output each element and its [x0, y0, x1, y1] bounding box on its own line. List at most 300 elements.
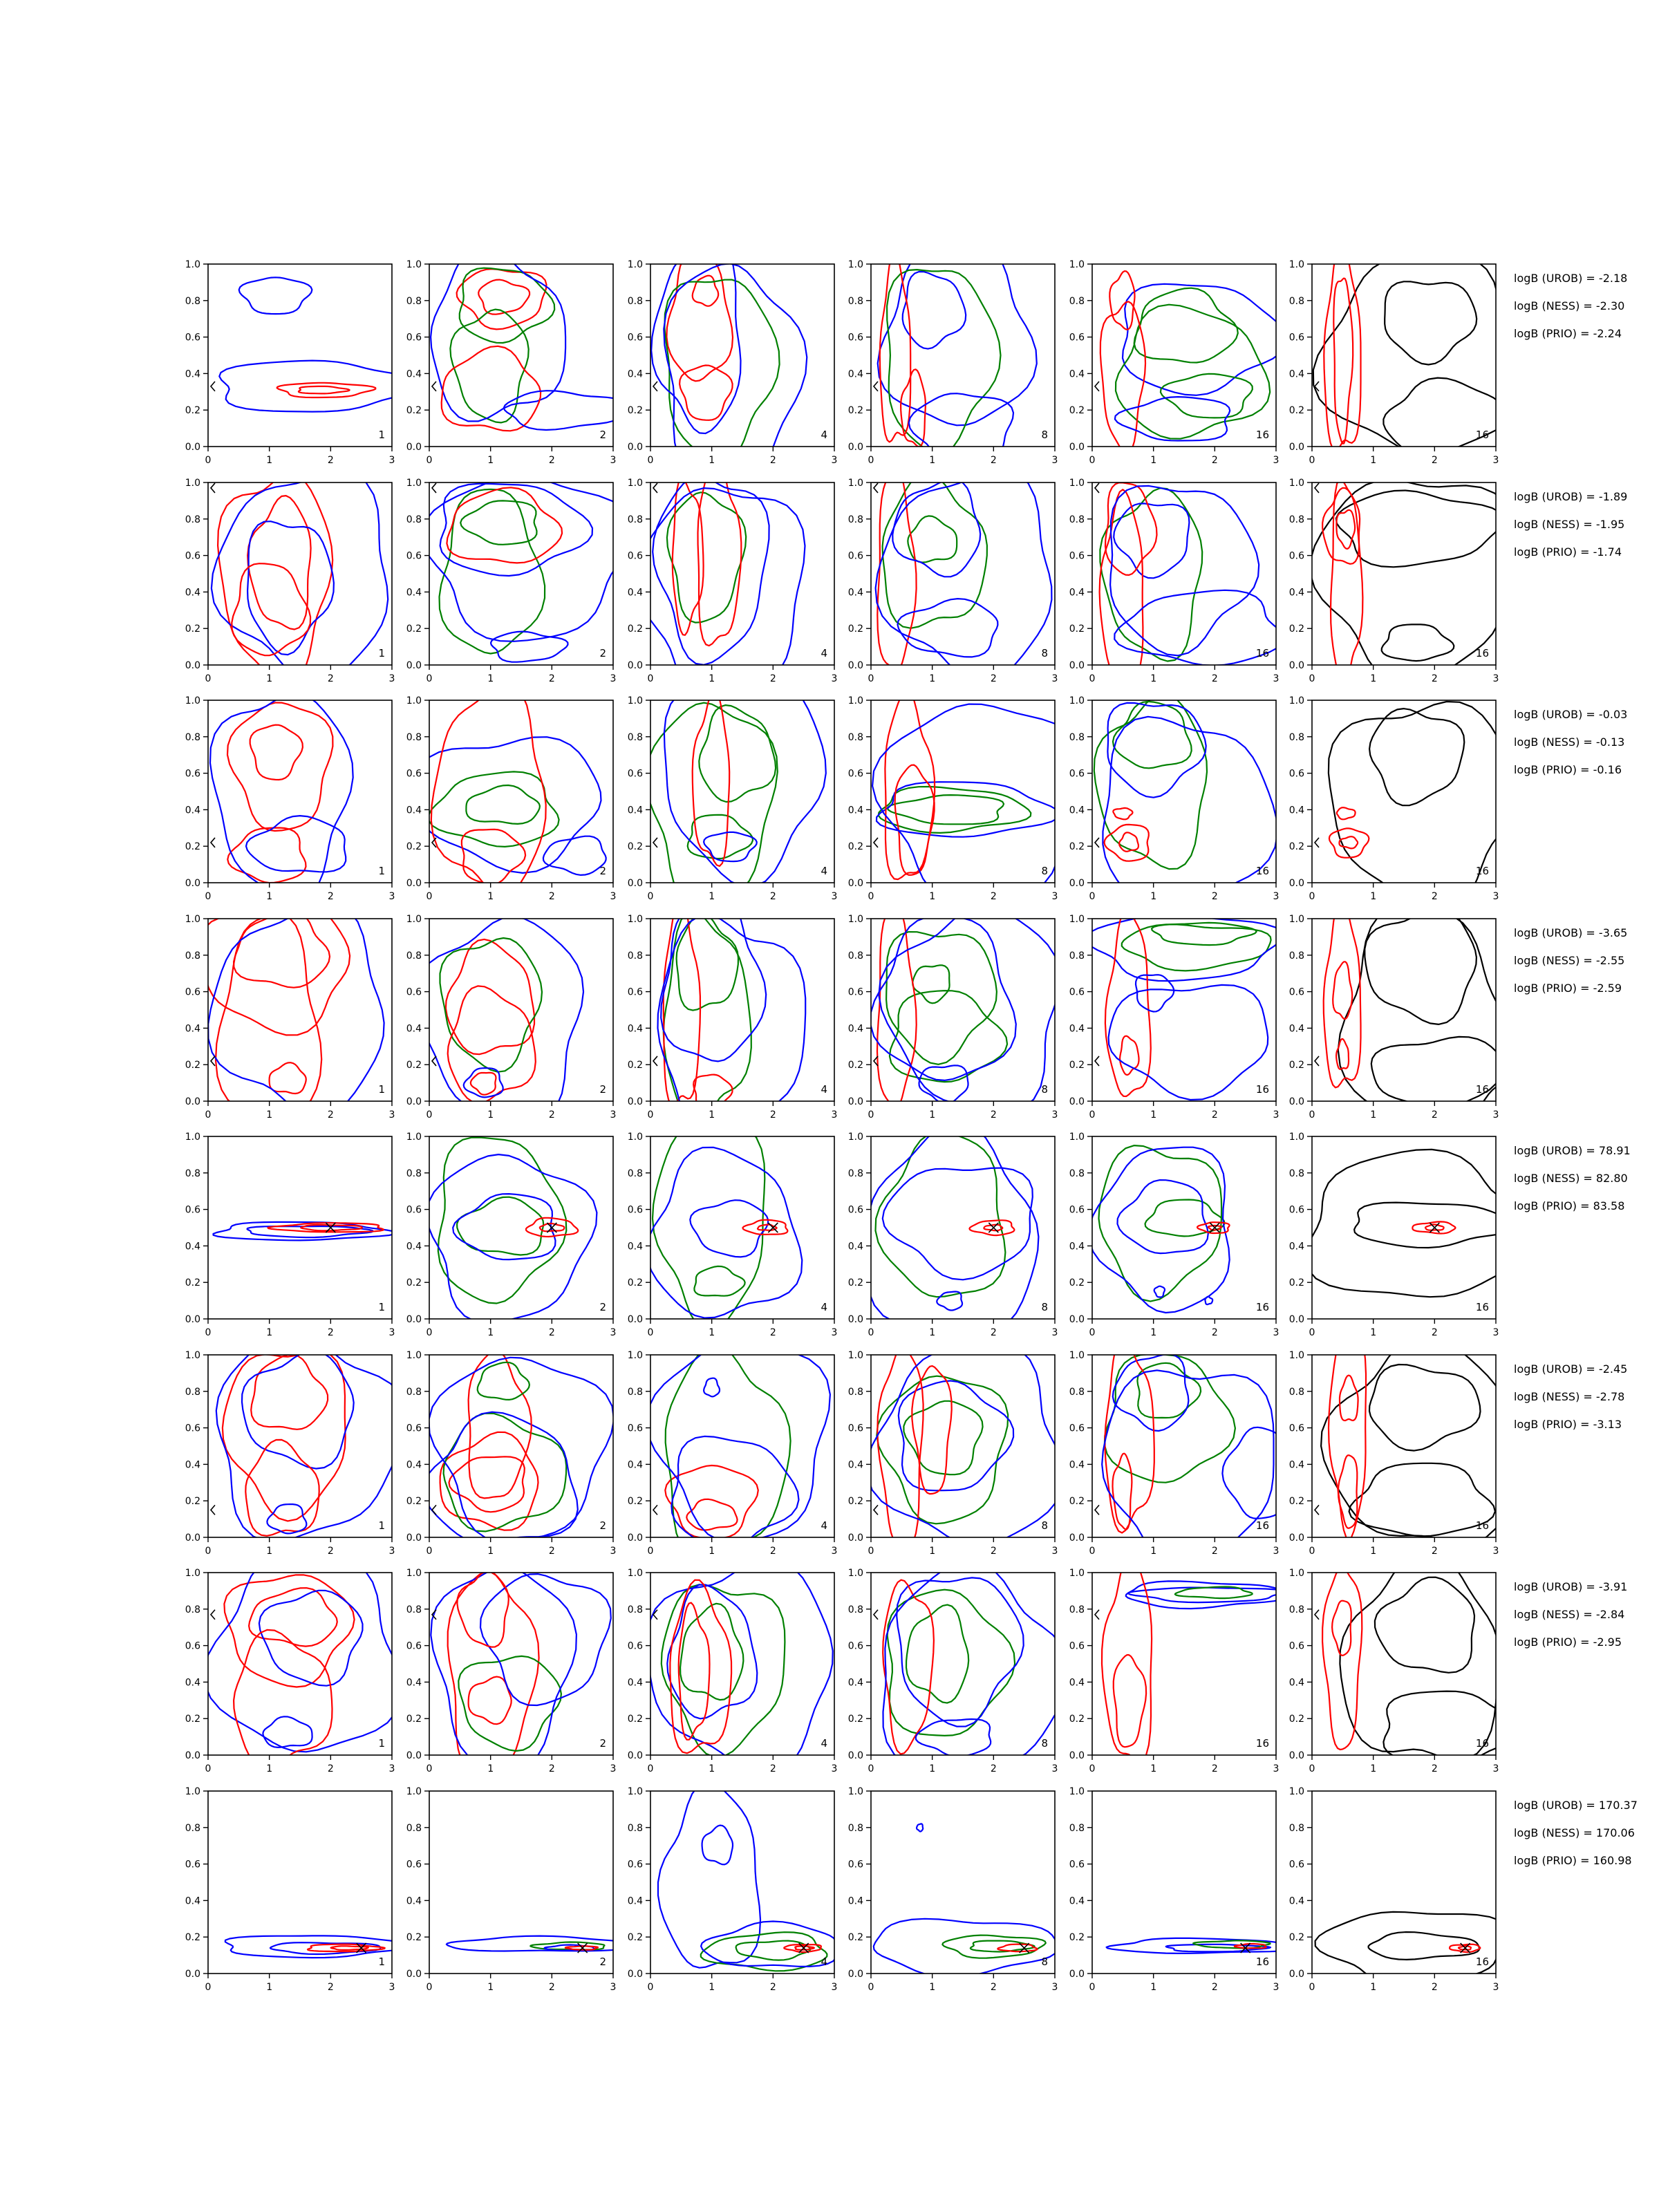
- y-tick-label: 1.0: [627, 914, 643, 925]
- y-tick-label: 0.8: [1288, 1822, 1304, 1834]
- y-tick-label: 0.2: [406, 405, 422, 417]
- x-tick-label: 3: [831, 1982, 838, 1993]
- y-tick-label: 0.0: [406, 660, 422, 671]
- logb-annotation: logB (NESS) = -2.84: [1514, 1608, 1625, 1621]
- y-tick-label: 0.2: [406, 1932, 422, 1944]
- logb-annotation: logB (UROB) = -1.89: [1514, 490, 1628, 503]
- y-tick-label: 0.8: [1288, 295, 1304, 307]
- y-tick-label: 1.0: [406, 478, 422, 489]
- y-tick-label: 1.0: [185, 914, 200, 925]
- logb-annotation: logB (NESS) = -2.55: [1514, 954, 1625, 967]
- x-tick-label: 3: [1492, 1546, 1499, 1557]
- y-tick-label: 0.6: [627, 768, 643, 780]
- y-tick-label: 0.2: [185, 1496, 200, 1508]
- panel-label: 1: [378, 429, 385, 441]
- x-tick-label: 1: [929, 1109, 936, 1121]
- y-tick-label: 0.2: [406, 1714, 422, 1725]
- x-tick-label: 3: [610, 1109, 617, 1121]
- y-tick-label: 0.6: [847, 768, 863, 780]
- x-tick-label: 2: [1431, 1546, 1438, 1557]
- y-tick-label: 0.6: [1069, 1204, 1085, 1216]
- x-tick-label: 0: [426, 455, 433, 466]
- x-tick-label: 1: [709, 1546, 715, 1557]
- y-tick-label: 0.8: [1288, 1386, 1304, 1398]
- y-tick-label: 0.2: [847, 1714, 863, 1725]
- y-tick-label: 0.4: [185, 1677, 200, 1689]
- y-tick-label: 0.4: [406, 1677, 422, 1689]
- y-tick-label: 0.8: [847, 1386, 863, 1398]
- logb-annotation: logB (PRIO) = -2.24: [1514, 327, 1622, 340]
- y-tick-label: 0.4: [1069, 805, 1085, 816]
- y-tick-label: 0.0: [627, 1314, 643, 1325]
- y-tick-label: 0.0: [185, 1314, 200, 1325]
- x-tick-label: 1: [929, 891, 936, 902]
- y-tick-label: 0.0: [847, 1533, 863, 1544]
- y-tick-label: 0.8: [1288, 1168, 1304, 1179]
- x-tick-label: 0: [1089, 1109, 1096, 1121]
- y-tick-label: 1.0: [1288, 1132, 1304, 1143]
- y-tick-label: 0.4: [627, 1241, 643, 1253]
- x-tick-label: 2: [1211, 455, 1218, 466]
- x-tick-label: 0: [426, 891, 433, 902]
- y-tick-label: 0.8: [185, 1386, 200, 1398]
- x-tick-label: 0: [647, 455, 654, 466]
- y-tick-label: 1.0: [406, 914, 422, 925]
- x-tick-label: 3: [388, 673, 395, 684]
- y-tick-label: 0.4: [1288, 368, 1304, 380]
- y-tick-label: 0.2: [1288, 405, 1304, 417]
- y-tick-label: 0.0: [1069, 1314, 1085, 1325]
- y-tick-label: 0.6: [1069, 768, 1085, 780]
- y-tick-label: 0.8: [1069, 295, 1085, 307]
- x-tick-label: 0: [868, 1109, 874, 1121]
- y-tick-label: 1.0: [406, 1786, 422, 1797]
- y-tick-label: 0.8: [185, 731, 200, 743]
- y-tick-label: 1.0: [1288, 1350, 1304, 1361]
- x-tick-label: 1: [709, 1763, 715, 1774]
- panel-label: 8: [1041, 1956, 1048, 1968]
- y-tick-label: 0.2: [1288, 1932, 1304, 1944]
- x-tick-label: 3: [1273, 1327, 1280, 1338]
- y-tick-label: 0.6: [406, 768, 422, 780]
- y-tick-label: 0.6: [185, 1204, 200, 1216]
- x-tick-label: 2: [548, 1763, 555, 1774]
- y-tick-label: 0.4: [1288, 587, 1304, 599]
- x-tick-label: 3: [388, 455, 395, 466]
- panel-label: 16: [1475, 1301, 1489, 1313]
- panel-label: 1: [378, 1301, 385, 1313]
- panel-label: 2: [599, 647, 606, 659]
- y-tick-label: 0.6: [1288, 550, 1304, 562]
- y-tick-label: 0.8: [406, 1168, 422, 1179]
- y-tick-label: 0.8: [627, 1386, 643, 1398]
- y-tick-label: 0.0: [847, 878, 863, 889]
- x-tick-label: 0: [426, 1546, 433, 1557]
- x-tick-label: 0: [1089, 455, 1096, 466]
- x-tick-label: 2: [327, 1109, 334, 1121]
- x-tick-label: 2: [548, 455, 555, 466]
- x-tick-label: 3: [1051, 1763, 1058, 1774]
- y-tick-label: 1.0: [627, 478, 643, 489]
- y-tick-label: 0.8: [1288, 950, 1304, 962]
- logb-annotation: logB (NESS) = 82.80: [1514, 1172, 1628, 1185]
- y-tick-label: 0.6: [406, 1204, 422, 1216]
- x-tick-label: 0: [868, 1546, 874, 1557]
- x-tick-label: 2: [990, 455, 997, 466]
- y-tick-label: 0.4: [1069, 1459, 1085, 1471]
- y-tick-label: 0.8: [1069, 1822, 1085, 1834]
- x-tick-label: 3: [388, 1109, 395, 1121]
- x-tick-label: 1: [1370, 455, 1377, 466]
- x-tick-label: 0: [1089, 1327, 1096, 1338]
- x-tick-label: 0: [205, 1763, 212, 1774]
- x-tick-label: 0: [426, 1109, 433, 1121]
- y-tick-label: 0.0: [1288, 1750, 1304, 1761]
- x-tick-label: 0: [426, 1982, 433, 1993]
- x-tick-label: 3: [610, 1763, 617, 1774]
- x-tick-label: 2: [1431, 1327, 1438, 1338]
- y-tick-label: 0.2: [185, 1277, 200, 1289]
- y-tick-label: 0.4: [847, 368, 863, 380]
- x-tick-label: 0: [205, 891, 212, 902]
- panel-label: 1: [378, 1737, 385, 1750]
- x-tick-label: 3: [1492, 1109, 1499, 1121]
- x-tick-label: 1: [1370, 1763, 1377, 1774]
- logb-annotation: logB (UROB) = -0.03: [1514, 708, 1628, 721]
- y-tick-label: 0.4: [1069, 1895, 1085, 1907]
- x-tick-label: 1: [1370, 673, 1377, 684]
- panel-label: 4: [821, 1301, 827, 1313]
- y-tick-label: 0.8: [406, 514, 422, 525]
- panel-label: 2: [599, 1083, 606, 1096]
- y-tick-label: 0.2: [1069, 1932, 1085, 1944]
- y-tick-label: 0.0: [1069, 442, 1085, 453]
- y-tick-label: 0.4: [185, 587, 200, 599]
- y-tick-label: 0.8: [847, 731, 863, 743]
- y-tick-label: 0.0: [185, 1533, 200, 1544]
- y-tick-label: 0.0: [406, 1314, 422, 1325]
- x-tick-label: 2: [769, 1982, 776, 1993]
- y-tick-label: 0.6: [185, 1423, 200, 1434]
- y-tick-label: 0.0: [1069, 1533, 1085, 1544]
- x-tick-label: 1: [1150, 673, 1157, 684]
- y-tick-label: 0.4: [1069, 1023, 1085, 1035]
- y-tick-label: 0.6: [1069, 986, 1085, 998]
- x-tick-label: 2: [769, 1327, 776, 1338]
- x-tick-label: 3: [1273, 1109, 1280, 1121]
- x-tick-label: 0: [205, 1546, 212, 1557]
- panel-label: 8: [1041, 865, 1048, 877]
- x-tick-label: 1: [266, 1109, 273, 1121]
- y-tick-label: 0.6: [847, 1204, 863, 1216]
- y-tick-label: 0.0: [185, 1750, 200, 1761]
- y-tick-label: 0.0: [406, 442, 422, 453]
- panel-label: 4: [821, 647, 827, 659]
- y-tick-label: 0.8: [1069, 514, 1085, 525]
- x-tick-label: 1: [1150, 1109, 1157, 1121]
- y-tick-label: 1.0: [847, 259, 863, 270]
- x-tick-label: 3: [1051, 1546, 1058, 1557]
- panel-label: 4: [821, 1519, 827, 1532]
- x-tick-label: 0: [426, 1327, 433, 1338]
- panel-label: 16: [1475, 1737, 1489, 1750]
- y-tick-label: 0.2: [406, 1496, 422, 1508]
- y-tick-label: 1.0: [1288, 914, 1304, 925]
- x-tick-label: 1: [1370, 891, 1377, 902]
- x-tick-label: 2: [769, 1763, 776, 1774]
- x-tick-label: 0: [205, 673, 212, 684]
- logb-annotation: logB (NESS) = -1.95: [1514, 518, 1625, 531]
- x-tick-label: 2: [1211, 1546, 1218, 1557]
- y-tick-label: 0.0: [1069, 1096, 1085, 1107]
- panel-label: 8: [1041, 647, 1048, 659]
- y-tick-label: 0.0: [847, 442, 863, 453]
- x-tick-label: 1: [709, 673, 715, 684]
- panel-label: 1: [378, 1083, 385, 1096]
- panel-label: 2: [599, 1737, 606, 1750]
- x-tick-label: 2: [1211, 1982, 1218, 1993]
- y-tick-label: 0.4: [847, 1677, 863, 1689]
- x-tick-label: 1: [709, 1109, 715, 1121]
- y-tick-label: 0.4: [185, 1023, 200, 1035]
- y-tick-label: 0.6: [1069, 1640, 1085, 1652]
- x-tick-label: 0: [426, 673, 433, 684]
- y-tick-label: 0.2: [847, 1496, 863, 1508]
- y-tick-label: 0.0: [627, 660, 643, 671]
- y-tick-label: 0.0: [1288, 660, 1304, 671]
- y-tick-label: 0.8: [406, 731, 422, 743]
- y-tick-label: 0.6: [406, 332, 422, 344]
- y-tick-label: 0.6: [406, 986, 422, 998]
- x-tick-label: 3: [1273, 1546, 1280, 1557]
- y-tick-label: 0.0: [1069, 1750, 1085, 1761]
- y-tick-label: 0.4: [627, 805, 643, 816]
- y-tick-label: 1.0: [627, 1350, 643, 1361]
- x-tick-label: 2: [990, 1109, 997, 1121]
- y-tick-label: 0.4: [1069, 587, 1085, 599]
- x-tick-label: 3: [388, 1327, 395, 1338]
- x-tick-label: 2: [327, 455, 334, 466]
- y-tick-label: 0.0: [185, 878, 200, 889]
- y-tick-label: 0.8: [406, 950, 422, 962]
- y-tick-label: 1.0: [847, 478, 863, 489]
- panel-label: 1: [378, 647, 385, 659]
- y-tick-label: 0.4: [1288, 1241, 1304, 1253]
- y-tick-label: 0.0: [627, 442, 643, 453]
- y-tick-label: 1.0: [406, 695, 422, 706]
- x-tick-label: 3: [1273, 1982, 1280, 1993]
- x-tick-label: 3: [1273, 891, 1280, 902]
- x-tick-label: 3: [831, 1109, 838, 1121]
- y-tick-label: 1.0: [1288, 1786, 1304, 1797]
- x-tick-label: 3: [1051, 1982, 1058, 1993]
- logb-annotation: logB (PRIO) = -2.59: [1514, 982, 1622, 995]
- y-tick-label: 0.0: [406, 1096, 422, 1107]
- x-tick-label: 0: [426, 1763, 433, 1774]
- y-tick-label: 0.2: [627, 841, 643, 853]
- logb-annotation: logB (PRIO) = 83.58: [1514, 1199, 1625, 1212]
- y-tick-label: 0.4: [847, 587, 863, 599]
- y-tick-label: 0.6: [1069, 332, 1085, 344]
- y-tick-label: 0.8: [185, 1822, 200, 1834]
- x-tick-label: 3: [831, 1327, 838, 1338]
- y-tick-label: 0.2: [627, 1714, 643, 1725]
- y-tick-label: 1.0: [1069, 1568, 1085, 1579]
- y-tick-label: 1.0: [185, 695, 200, 706]
- x-tick-label: 1: [487, 455, 494, 466]
- y-tick-label: 0.8: [1288, 1604, 1304, 1615]
- x-tick-label: 1: [1370, 1546, 1377, 1557]
- x-tick-label: 0: [868, 1982, 874, 1993]
- y-tick-label: 0.8: [406, 295, 422, 307]
- y-tick-label: 0.8: [185, 950, 200, 962]
- x-tick-label: 2: [327, 1546, 334, 1557]
- y-tick-label: 0.2: [1069, 1060, 1085, 1071]
- logb-annotation: logB (PRIO) = -2.95: [1514, 1635, 1622, 1649]
- x-tick-label: 1: [1370, 1982, 1377, 1993]
- y-tick-label: 0.6: [406, 1859, 422, 1871]
- y-tick-label: 0.6: [847, 1859, 863, 1871]
- y-tick-label: 0.2: [627, 624, 643, 635]
- y-tick-label: 0.8: [627, 1604, 643, 1615]
- y-tick-label: 0.2: [627, 1060, 643, 1071]
- panel-label: 16: [1475, 647, 1489, 659]
- y-tick-label: 0.2: [185, 624, 200, 635]
- y-tick-label: 1.0: [185, 1132, 200, 1143]
- y-tick-label: 0.6: [847, 1423, 863, 1434]
- x-tick-label: 3: [1051, 891, 1058, 902]
- panel-label: 16: [1255, 647, 1269, 659]
- x-tick-label: 3: [1492, 455, 1499, 466]
- y-tick-label: 0.2: [847, 1932, 863, 1944]
- x-tick-label: 0: [1309, 1546, 1315, 1557]
- y-tick-label: 0.4: [406, 1459, 422, 1471]
- x-tick-label: 2: [769, 1109, 776, 1121]
- x-tick-label: 1: [1150, 1982, 1157, 1993]
- y-tick-label: 0.8: [847, 295, 863, 307]
- panel-label: 8: [1041, 1301, 1048, 1313]
- x-tick-label: 0: [205, 455, 212, 466]
- y-tick-label: 0.0: [1288, 878, 1304, 889]
- x-tick-label: 2: [548, 1109, 555, 1121]
- y-tick-label: 0.6: [185, 986, 200, 998]
- y-tick-label: 0.2: [847, 1277, 863, 1289]
- y-tick-label: 1.0: [847, 1132, 863, 1143]
- y-tick-label: 0.6: [847, 550, 863, 562]
- x-tick-label: 0: [647, 1982, 654, 1993]
- x-tick-label: 0: [647, 1327, 654, 1338]
- x-tick-label: 3: [1492, 1327, 1499, 1338]
- y-tick-label: 0.6: [1288, 332, 1304, 344]
- x-tick-label: 0: [868, 1327, 874, 1338]
- panel-label: 1: [378, 1519, 385, 1532]
- y-tick-label: 0.4: [627, 368, 643, 380]
- x-tick-label: 1: [929, 1327, 936, 1338]
- x-tick-label: 1: [266, 455, 273, 466]
- panel-label: 1: [378, 1956, 385, 1968]
- x-tick-label: 3: [1273, 455, 1280, 466]
- y-tick-label: 1.0: [1069, 1132, 1085, 1143]
- y-tick-label: 0.8: [185, 1604, 200, 1615]
- x-tick-label: 1: [266, 1327, 273, 1338]
- panel-label: 16: [1255, 1301, 1269, 1313]
- y-tick-label: 0.8: [1069, 1168, 1085, 1179]
- y-tick-label: 0.6: [627, 986, 643, 998]
- y-tick-label: 0.4: [1288, 1895, 1304, 1907]
- y-tick-label: 1.0: [185, 259, 200, 270]
- y-tick-label: 0.8: [185, 295, 200, 307]
- y-tick-label: 0.2: [1069, 1714, 1085, 1725]
- x-tick-label: 2: [769, 455, 776, 466]
- x-tick-label: 2: [1431, 1763, 1438, 1774]
- y-tick-label: 0.0: [406, 1750, 422, 1761]
- y-tick-label: 0.6: [627, 1204, 643, 1216]
- y-tick-label: 0.8: [406, 1604, 422, 1615]
- y-tick-label: 0.2: [406, 841, 422, 853]
- y-tick-label: 0.6: [627, 1423, 643, 1434]
- x-tick-label: 3: [1492, 1982, 1499, 1993]
- y-tick-label: 1.0: [627, 259, 643, 270]
- panel-label: 4: [821, 865, 827, 877]
- x-tick-label: 2: [990, 1546, 997, 1557]
- y-tick-label: 0.4: [1069, 1677, 1085, 1689]
- x-tick-label: 1: [266, 891, 273, 902]
- x-tick-label: 2: [1431, 1982, 1438, 1993]
- x-tick-label: 3: [610, 1982, 617, 1993]
- logb-annotation: logB (PRIO) = -3.13: [1514, 1418, 1622, 1431]
- y-tick-label: 0.6: [1288, 1204, 1304, 1216]
- y-tick-label: 1.0: [627, 1132, 643, 1143]
- y-tick-label: 0.8: [1069, 950, 1085, 962]
- x-tick-label: 0: [205, 1327, 212, 1338]
- panel-label: 8: [1041, 429, 1048, 441]
- y-tick-label: 0.2: [185, 841, 200, 853]
- y-tick-label: 0.0: [847, 1750, 863, 1761]
- y-tick-label: 0.2: [406, 624, 422, 635]
- panel-label: 2: [599, 1956, 606, 1968]
- x-tick-label: 3: [831, 891, 838, 902]
- y-tick-label: 0.4: [847, 805, 863, 816]
- x-tick-label: 1: [487, 1327, 494, 1338]
- y-tick-label: 1.0: [406, 1132, 422, 1143]
- y-tick-label: 1.0: [1288, 259, 1304, 270]
- x-tick-label: 3: [1492, 673, 1499, 684]
- x-tick-label: 0: [1089, 1763, 1096, 1774]
- x-tick-label: 2: [1211, 673, 1218, 684]
- y-tick-label: 0.4: [627, 1459, 643, 1471]
- y-tick-label: 1.0: [1069, 695, 1085, 706]
- y-tick-label: 0.0: [1069, 1969, 1085, 1980]
- logb-annotation: logB (NESS) = 170.06: [1514, 1826, 1635, 1839]
- y-tick-label: 0.6: [627, 1859, 643, 1871]
- x-tick-label: 0: [647, 891, 654, 902]
- x-tick-label: 0: [1089, 891, 1096, 902]
- x-tick-label: 0: [647, 1109, 654, 1121]
- logb-annotation: logB (PRIO) = 160.98: [1514, 1854, 1632, 1867]
- y-tick-label: 1.0: [847, 1568, 863, 1579]
- y-tick-label: 0.8: [1288, 514, 1304, 525]
- y-tick-label: 1.0: [406, 1350, 422, 1361]
- y-tick-label: 1.0: [406, 259, 422, 270]
- y-tick-label: 0.4: [406, 587, 422, 599]
- y-tick-label: 0.0: [1288, 1096, 1304, 1107]
- y-tick-label: 0.6: [185, 1859, 200, 1871]
- x-tick-label: 2: [327, 1763, 334, 1774]
- y-tick-label: 0.6: [627, 1640, 643, 1652]
- x-tick-label: 3: [831, 673, 838, 684]
- x-tick-label: 3: [831, 1546, 838, 1557]
- y-tick-label: 0.6: [1288, 1423, 1304, 1434]
